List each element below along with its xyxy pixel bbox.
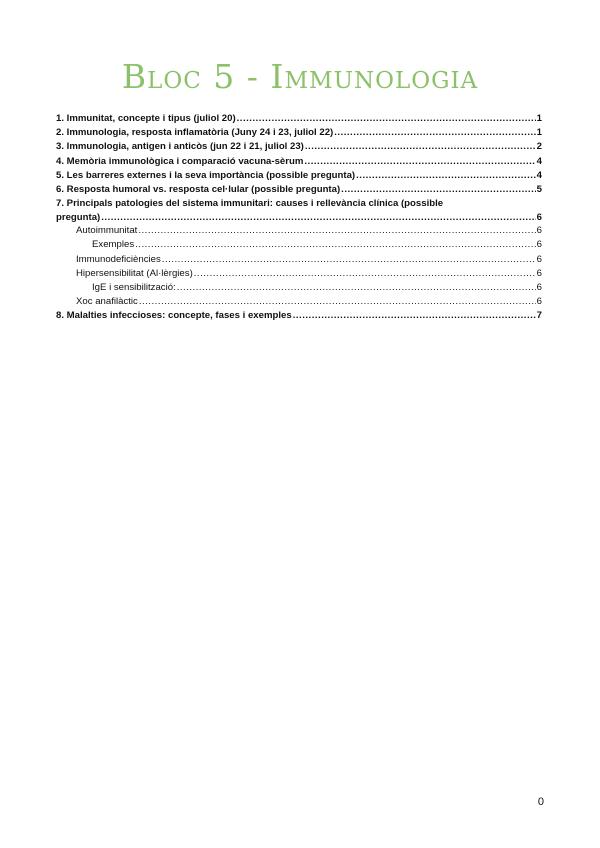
toc-leader [341, 183, 535, 197]
toc-leader [334, 126, 535, 140]
toc-entry-label: 7. Principals patologies del sistema immunitari: causes i rellevància clínica (possible [56, 198, 444, 210]
toc-entry-6[interactable] [56, 183, 542, 197]
toc-entry-label: 6. Resposta humoral vs. resposta cel·lular (possible pregunta) [56, 184, 341, 196]
toc-leader [356, 169, 536, 183]
toc-entry-label: Xoc anafilàctic [76, 296, 138, 308]
toc-leader [177, 281, 536, 295]
toc-leader [304, 155, 535, 169]
toc-entry-7[interactable] [56, 197, 542, 224]
toc-page-number: 6 [536, 267, 542, 279]
toc-page-number: 5 [536, 184, 542, 196]
toc-entry-3[interactable] [56, 140, 542, 154]
page-title: Bloc 5 - Immunologia [121, 57, 479, 96]
toc-entry-label: 1. Immunitat, concepte i tipus (juliol 20) [56, 113, 236, 124]
toc-entry-hipersensibilitat[interactable] [56, 267, 542, 281]
toc-entry-immunodeficiencies[interactable] [56, 253, 542, 267]
toc-page-number: 7 [536, 310, 542, 322]
toc-page-number: 1 [536, 113, 542, 124]
toc-page-number: 2 [536, 141, 542, 153]
toc-entry-8[interactable] [56, 309, 542, 323]
toc-leader [135, 238, 536, 252]
toc-leader [305, 140, 536, 154]
toc-entry-label: 4. Memòria immunològica i comparació vacuna-sèrum [56, 155, 304, 167]
toc-leader [237, 112, 536, 126]
toc-entry-label-continued: pregunta) [56, 211, 101, 223]
toc-leader [162, 253, 536, 267]
toc-entry-autoimmunitat[interactable] [56, 224, 542, 238]
toc-page-number: 1 [536, 127, 542, 139]
table-of-contents [56, 112, 542, 324]
toc-entry-xoc-anafilactic[interactable] [56, 295, 542, 309]
toc-entry-label: Exemples [92, 239, 135, 251]
toc-entry-label: 8. Malalties infeccioses: concepte, fases i exemples [56, 310, 292, 322]
toc-entry-label: IgE i sensibilització: [92, 282, 176, 294]
toc-page-number: 6 [536, 239, 542, 251]
toc-leader [293, 309, 536, 323]
toc-entry-5[interactable] [56, 169, 542, 183]
toc-entry-exemples[interactable] [56, 238, 542, 252]
toc-page-number: 4 [536, 155, 542, 167]
toc-entry-2[interactable] [56, 126, 542, 140]
toc-page-number: 6 [536, 225, 542, 237]
toc-leader [101, 211, 535, 225]
toc-entry-label: 5. Les barreres externes i la seva importància (possible pregunta) [56, 169, 356, 181]
toc-leader [194, 267, 536, 281]
toc-page-number: 6 [536, 253, 542, 265]
toc-page-number: 4 [536, 169, 542, 181]
toc-entry-ige[interactable] [56, 281, 542, 295]
toc-page-number: 6 [536, 296, 542, 308]
toc-entry-label: Immunodeficiències [76, 253, 161, 265]
toc-entry-label: Autoimmunitat [76, 225, 138, 237]
toc-entry-1[interactable] [56, 112, 542, 126]
toc-leader [138, 224, 535, 238]
toc-entry-4[interactable] [56, 155, 542, 169]
toc-leader [139, 295, 536, 309]
toc-page-number: 6 [536, 282, 542, 294]
toc-page-number: 6 [536, 211, 542, 223]
toc-entry-label: 3. Immunologia, antigen i anticòs (jun 22 i 21, juliol 23) [56, 141, 304, 153]
toc-entry-label: 2. Immunologia, resposta inflamatòria (Juny 24 i 23, juliol 22) [56, 127, 334, 139]
toc-entry-label: Hipersensibilitat (Al·lèrgies) [76, 267, 193, 279]
page-number: 0 [537, 796, 544, 808]
